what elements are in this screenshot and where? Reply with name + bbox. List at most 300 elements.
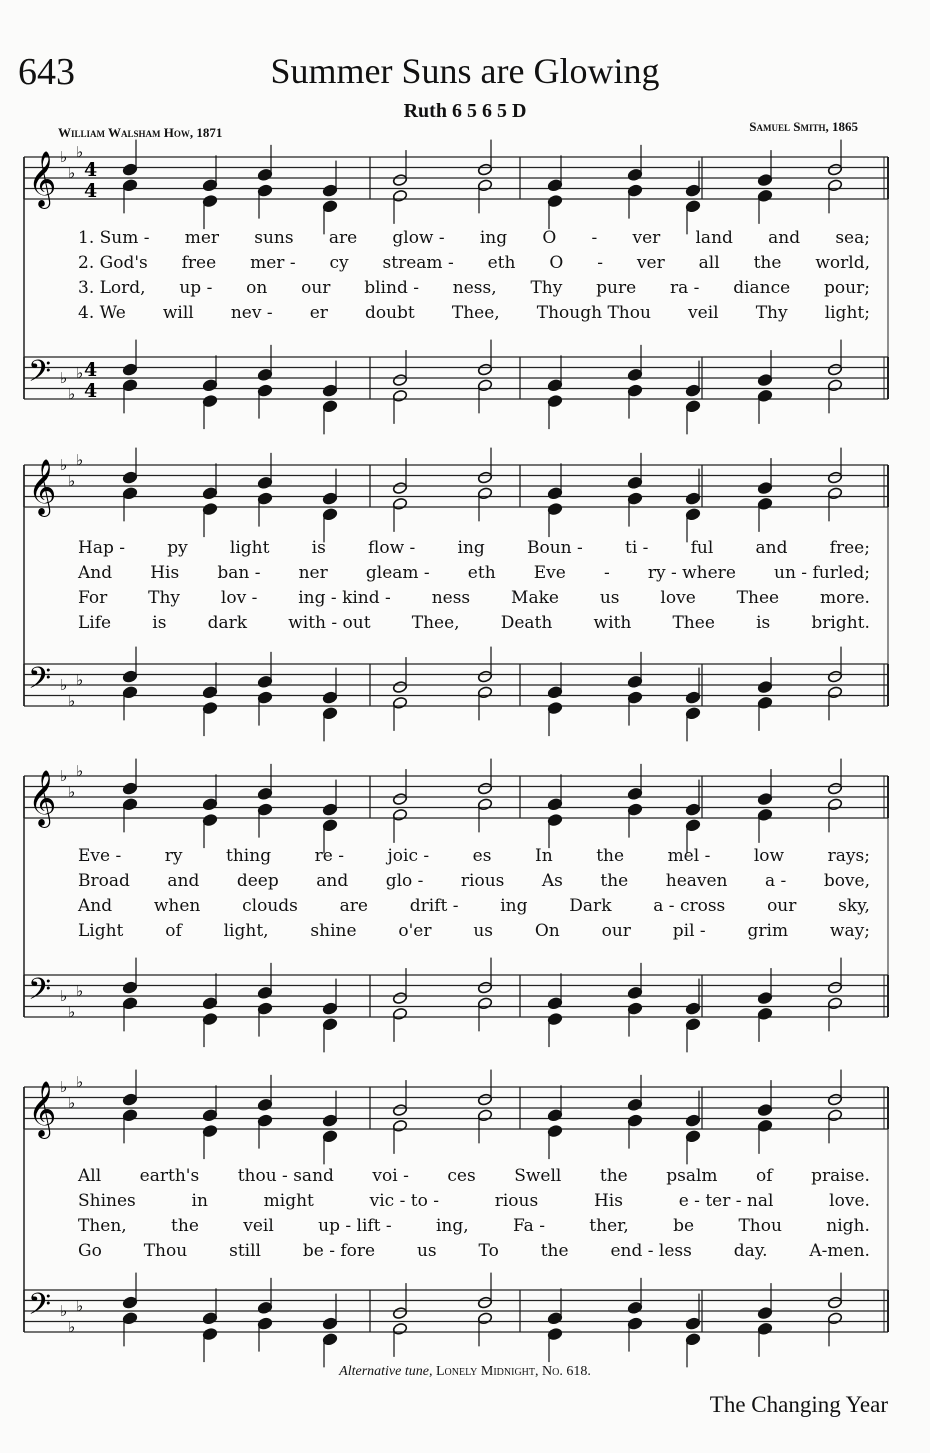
note-head	[392, 1307, 407, 1320]
alt-tune: Lonely Midnight, No. 618.	[435, 1364, 591, 1379]
lyric-syllable: light,	[223, 921, 269, 941]
note-head	[477, 981, 492, 994]
note-head	[477, 163, 492, 176]
lyric-syllable: sky,	[838, 896, 870, 916]
lyric-line	[78, 538, 870, 563]
lyric-syllable: bove,	[823, 871, 870, 891]
note-head	[477, 782, 492, 795]
lyric-line	[78, 1166, 870, 1191]
note-head	[757, 1007, 772, 1020]
lyric-syllable: un - furled;	[774, 563, 870, 583]
lyric-syllable: low	[753, 846, 785, 866]
lyric-syllable: 4. We	[78, 303, 126, 323]
note-head	[392, 1119, 407, 1132]
note-head	[122, 179, 137, 192]
lyric-syllable: psalm	[666, 1166, 718, 1186]
lyric-syllable: ry	[164, 846, 183, 866]
lyric-syllable: on	[246, 278, 268, 298]
note-head	[685, 400, 700, 413]
note-head	[685, 1114, 700, 1127]
note-head	[627, 184, 642, 197]
lyrics-block	[78, 846, 870, 946]
lyric-syllable: light;	[824, 303, 870, 323]
lyric-syllable: All	[78, 1166, 102, 1186]
lyric-syllable: Boun -	[527, 538, 583, 558]
note-head	[627, 476, 642, 489]
flat-icon: ♭	[68, 1317, 76, 1336]
note-head	[685, 384, 700, 397]
flat-icon: ♭	[60, 369, 68, 387]
note-head	[122, 798, 137, 811]
note-head	[392, 793, 407, 806]
note-head	[757, 497, 772, 510]
lyric-syllable: Thee,	[411, 613, 460, 633]
note-head	[477, 379, 492, 392]
note-head	[827, 997, 842, 1010]
note-head	[685, 508, 700, 521]
note-head	[685, 707, 700, 720]
note-head	[685, 819, 700, 832]
note-head	[547, 395, 562, 408]
note-head	[257, 1098, 272, 1111]
lyric-line	[78, 253, 870, 278]
lyric-syllable: Thee	[736, 588, 780, 608]
lyric-syllable: rays;	[827, 846, 870, 866]
note-head	[122, 1296, 137, 1309]
note-head	[122, 670, 137, 683]
lyric-syllable: O	[542, 228, 557, 248]
note-head	[827, 179, 842, 192]
lyric-syllable: a - cross	[653, 896, 726, 916]
flat-icon: ♭	[68, 782, 76, 801]
note-head	[827, 379, 842, 392]
note-head	[257, 787, 272, 800]
lyric-syllable: pil -	[672, 921, 706, 941]
note-head	[392, 174, 407, 187]
note-head	[257, 476, 272, 489]
lyric-syllable: dark	[207, 613, 248, 633]
lyric-line	[78, 228, 870, 253]
lyric-syllable: veil	[243, 1216, 274, 1236]
lyric-syllable: doubt	[364, 303, 415, 323]
note-head	[757, 1322, 772, 1335]
note-head	[827, 670, 842, 683]
lyric-syllable: voi -	[372, 1166, 409, 1186]
note-head	[757, 793, 772, 806]
note-head	[547, 702, 562, 715]
note-head	[547, 487, 562, 500]
note-head	[322, 1002, 337, 1015]
lyric-syllable: Hap -	[78, 538, 125, 558]
section-title: The Changing Year	[709, 1392, 888, 1417]
lyric-syllable: es	[472, 846, 492, 866]
bass-clef-icon: 𝄢	[28, 1288, 52, 1329]
lyric-syllable: be	[673, 1216, 695, 1236]
note-head	[202, 798, 217, 811]
lyric-syllable: shine	[310, 921, 357, 941]
note-head	[477, 471, 492, 484]
note-head	[547, 814, 562, 827]
lyric-syllable: ner	[298, 563, 328, 583]
lyric-syllable: drift -	[409, 896, 459, 916]
note-head	[122, 997, 137, 1010]
time-signature: 4	[84, 159, 98, 181]
lyric-line	[78, 896, 870, 921]
note-head	[322, 1333, 337, 1346]
lyric-syllable: mer	[184, 228, 220, 248]
lyric-syllable: flow -	[368, 538, 416, 558]
note-head	[685, 1317, 700, 1330]
time-signature: 4	[84, 359, 98, 381]
note-head	[547, 997, 562, 1010]
lyric-syllable: lov -	[220, 588, 258, 608]
note-head	[547, 503, 562, 516]
note-head	[685, 200, 700, 213]
note-head	[547, 1312, 562, 1325]
lyric-syllable: Thou	[143, 1241, 188, 1261]
flat-icon: ♭	[60, 767, 68, 785]
note-head	[627, 1317, 642, 1330]
note-head	[477, 179, 492, 192]
lyric-syllable: sea;	[835, 228, 870, 248]
lyric-syllable: praise.	[811, 1166, 870, 1186]
lyric-syllable: and	[316, 871, 349, 891]
lyrics-block	[78, 1166, 870, 1266]
lyric-syllable: thou - sand	[237, 1166, 334, 1186]
lyric-syllable: rious	[494, 1191, 539, 1211]
note-head	[685, 691, 700, 704]
note-head	[547, 179, 562, 192]
note-head	[827, 1296, 842, 1309]
note-head	[202, 814, 217, 827]
author-credit: William Walsham How, 1871	[58, 125, 223, 140]
note-head	[757, 1119, 772, 1132]
lyric-syllable: of	[756, 1166, 773, 1186]
lyric-syllable: earth's	[139, 1166, 200, 1186]
lyric-syllable: ther,	[589, 1216, 629, 1236]
lyric-syllable: O	[549, 253, 564, 273]
lyric-syllable: the	[753, 253, 782, 273]
note-head	[392, 681, 407, 694]
lyric-syllable: Swell	[514, 1166, 562, 1186]
lyric-syllable: might	[263, 1191, 314, 1211]
note-head	[757, 374, 772, 387]
lyric-syllable: And	[78, 563, 113, 583]
note-head	[757, 696, 772, 709]
note-head	[627, 803, 642, 816]
lyric-syllable: us	[416, 1241, 437, 1261]
lyric-syllable: thing	[226, 846, 272, 866]
note-head	[122, 686, 137, 699]
note-head	[392, 1104, 407, 1117]
lyric-syllable: pour;	[824, 278, 870, 298]
note-head	[392, 1322, 407, 1335]
lyric-syllable: is	[756, 613, 771, 633]
lyric-syllable: cy	[329, 253, 349, 273]
note-head	[827, 782, 842, 795]
lyric-syllable: ful	[690, 538, 714, 558]
note-head	[827, 471, 842, 484]
note-head	[122, 471, 137, 484]
lyric-syllable: vic - to -	[369, 1191, 439, 1211]
lyric-syllable: all	[698, 253, 720, 273]
note-head	[827, 1109, 842, 1122]
lyric-syllable: veil	[688, 303, 719, 323]
note-head	[257, 1114, 272, 1127]
lyric-syllable: heaven	[665, 871, 728, 891]
note-head	[757, 1104, 772, 1117]
lyric-syllable: in	[191, 1191, 208, 1211]
note-head	[757, 174, 772, 187]
note-head	[202, 686, 217, 699]
flat-icon: ♭	[68, 471, 76, 490]
note-head	[392, 482, 407, 495]
lyric-syllable: clouds	[242, 896, 298, 916]
lyric-line	[78, 303, 870, 328]
note-head	[827, 163, 842, 176]
note-head	[257, 1002, 272, 1015]
lyric-syllable: with - out	[288, 613, 371, 633]
note-head	[547, 686, 562, 699]
lyric-syllable: e - ter - nal	[678, 1191, 774, 1211]
lyric-syllable: -	[591, 228, 598, 248]
note-head	[202, 1328, 217, 1341]
lyric-syllable: Make	[511, 588, 559, 608]
note-head	[122, 1109, 137, 1122]
lyric-line	[78, 921, 870, 946]
lyrics-block	[78, 538, 870, 638]
note-head	[627, 1098, 642, 1111]
alt-prefix: Alternative tune,	[339, 1364, 433, 1379]
note-head	[257, 986, 272, 999]
lyric-syllable: the	[540, 1241, 569, 1261]
note-head	[392, 992, 407, 1005]
note-head	[477, 1109, 492, 1122]
lyric-syllable: As	[541, 871, 563, 891]
treble-clef-icon: 𝄞	[28, 459, 57, 515]
lyric-syllable: deep	[236, 871, 279, 891]
note-head	[257, 803, 272, 816]
flat-icon: ♭	[68, 1093, 76, 1112]
lyric-syllable: py	[167, 538, 188, 558]
note-head	[122, 487, 137, 500]
treble-clef-icon: 𝄞	[28, 151, 57, 207]
lyric-syllable: nigh.	[826, 1216, 870, 1236]
note-head	[477, 1093, 492, 1106]
lyric-syllable: our	[301, 278, 331, 298]
lyric-syllable: blind -	[364, 278, 419, 298]
lyric-syllable: free	[181, 253, 217, 273]
note-head	[685, 1018, 700, 1031]
lyric-syllable: Thee	[672, 613, 715, 633]
note-head	[322, 819, 337, 832]
note-head	[122, 782, 137, 795]
note-head	[627, 1002, 642, 1015]
lyric-syllable: light	[229, 538, 270, 558]
flat-icon: ♭	[76, 761, 84, 780]
alternative-tune-note	[0, 1364, 930, 1380]
lyric-syllable: 1. Sum -	[78, 228, 150, 248]
lyric-syllable: Thou	[738, 1216, 782, 1236]
lyric-syllable: ing	[500, 896, 528, 916]
note-head	[685, 492, 700, 505]
note-head	[477, 363, 492, 376]
lyric-syllable: free;	[829, 538, 870, 558]
lyric-syllable: Go	[78, 1241, 102, 1261]
note-head	[202, 487, 217, 500]
flat-icon: ♭	[68, 691, 76, 710]
note-head	[257, 368, 272, 381]
lyric-syllable: Though Thou	[536, 303, 651, 323]
lyric-syllable: world,	[815, 253, 870, 273]
note-head	[685, 184, 700, 197]
flat-icon: ♭	[76, 670, 84, 689]
lyric-syllable: pure	[596, 278, 637, 298]
lyric-syllable: To	[478, 1241, 499, 1261]
flat-icon: ♭	[76, 450, 84, 469]
lyric-syllable: Shines	[78, 1191, 136, 1211]
note-head	[122, 379, 137, 392]
lyric-syllable: ness,	[452, 278, 497, 298]
note-head	[202, 1312, 217, 1325]
lyric-syllable: eth	[487, 253, 516, 273]
time-signature: 4	[84, 380, 98, 402]
note-head	[477, 798, 492, 811]
lyric-syllable: when	[153, 896, 201, 916]
lyric-syllable: with	[593, 613, 632, 633]
note-head	[257, 384, 272, 397]
lyric-syllable: Eve	[533, 563, 566, 583]
lyric-syllable: Then,	[78, 1216, 127, 1236]
note-head	[477, 670, 492, 683]
lyric-line	[78, 588, 870, 613]
lyric-syllable: will	[162, 303, 194, 323]
note-head	[627, 492, 642, 505]
lyric-syllable: 3. Lord,	[78, 278, 146, 298]
hymn-title: Summer Suns are Glowing	[270, 51, 660, 91]
lyric-syllable: us	[473, 921, 494, 941]
lyric-syllable: end - less	[610, 1241, 692, 1261]
note-head	[477, 1312, 492, 1325]
lyric-syllable: ver	[636, 253, 665, 273]
bass-clef-icon: 𝄢	[28, 973, 52, 1014]
flat-icon: ♭	[68, 384, 76, 403]
lyric-syllable: gleam -	[365, 563, 430, 583]
note-head	[392, 189, 407, 202]
note-head	[685, 1002, 700, 1015]
lyric-syllable: 2. God's	[78, 253, 148, 273]
lyric-syllable: glow -	[392, 228, 445, 248]
note-head	[757, 808, 772, 821]
note-head	[827, 1093, 842, 1106]
note-head	[392, 497, 407, 510]
lyric-syllable: the	[171, 1216, 199, 1236]
lyric-syllable: For	[78, 588, 108, 608]
note-head	[547, 1013, 562, 1026]
lyric-syllable: us	[599, 588, 620, 608]
lyric-syllable: our	[767, 896, 797, 916]
note-head	[322, 691, 337, 704]
note-head	[685, 1333, 700, 1346]
lyric-syllable: the	[600, 871, 629, 891]
lyric-syllable: suns	[254, 228, 294, 248]
treble-clef-icon: 𝄞	[28, 770, 57, 826]
lyric-syllable: ban -	[217, 563, 261, 583]
lyric-syllable: Death	[500, 613, 553, 633]
note-head	[202, 195, 217, 208]
note-head	[827, 798, 842, 811]
lyric-syllable: a -	[765, 871, 787, 891]
lyric-syllable: A-men.	[809, 1241, 870, 1261]
note-head	[547, 798, 562, 811]
flat-icon: ♭	[76, 1296, 84, 1315]
lyric-syllable: and	[167, 871, 200, 891]
lyric-syllable: er	[309, 303, 328, 323]
time-signature: 4	[84, 180, 98, 202]
lyric-syllable: mel -	[667, 846, 711, 866]
note-head	[392, 808, 407, 821]
note-head	[477, 487, 492, 500]
lyric-syllable: His	[150, 563, 180, 583]
note-head	[827, 1312, 842, 1325]
lyric-syllable: the	[596, 846, 625, 866]
lyric-line	[78, 1191, 870, 1216]
note-head	[202, 1013, 217, 1026]
note-head	[627, 384, 642, 397]
bass-clef-icon: 𝄢	[28, 662, 52, 703]
flat-icon: ♭	[76, 981, 84, 1000]
lyric-syllable: His	[593, 1191, 623, 1211]
lyric-syllable: In	[534, 846, 553, 866]
lyric-syllable: is	[152, 613, 167, 633]
lyric-syllable: up - lift -	[318, 1216, 392, 1236]
note-head	[202, 997, 217, 1010]
note-head	[202, 1109, 217, 1122]
note-head	[627, 675, 642, 688]
lyric-syllable: be - fore	[302, 1241, 376, 1261]
note-head	[392, 1007, 407, 1020]
note-head	[202, 179, 217, 192]
note-head	[322, 384, 337, 397]
note-head	[257, 168, 272, 181]
hymn-number: 643	[18, 51, 75, 93]
lyric-line	[78, 1216, 870, 1241]
lyric-syllable: diance	[733, 278, 791, 298]
note-head	[547, 1125, 562, 1138]
note-head	[392, 389, 407, 402]
note-head	[757, 482, 772, 495]
lyric-syllable: Life	[78, 613, 112, 633]
lyric-syllable: our	[601, 921, 631, 941]
lyric-syllable: love	[660, 588, 696, 608]
lyric-syllable: Fa -	[513, 1216, 545, 1236]
note-head	[627, 1301, 642, 1314]
note-head	[827, 981, 842, 994]
lyric-syllable: is	[311, 538, 326, 558]
lyric-syllable: Eve -	[78, 846, 122, 866]
lyric-syllable: rious	[460, 871, 505, 891]
lyric-syllable: the	[599, 1166, 628, 1186]
flat-icon: ♭	[76, 142, 84, 161]
note-head	[322, 508, 337, 521]
note-head	[627, 168, 642, 181]
note-head	[627, 368, 642, 381]
lyric-syllable: stream -	[382, 253, 454, 273]
lyric-line	[78, 613, 870, 638]
flat-icon: ♭	[60, 148, 68, 166]
lyric-syllable: ti -	[624, 538, 649, 558]
note-head	[685, 1130, 700, 1143]
